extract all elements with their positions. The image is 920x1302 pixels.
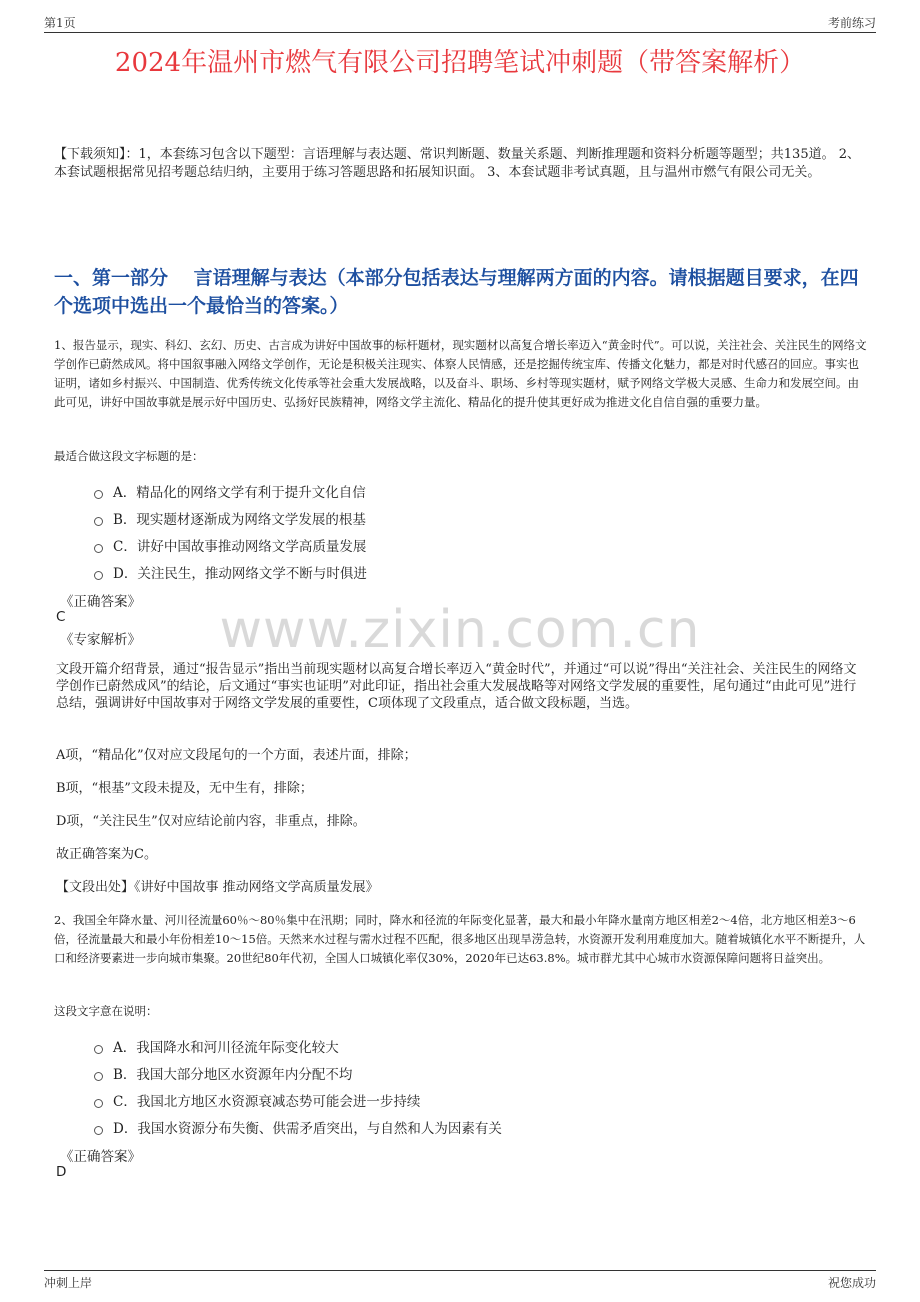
question-2-options: [94, 1032, 502, 1140]
option-c[interactable]: C．讲好中国故事推动网络文学高质量发展: [94, 531, 367, 558]
answer-label: 《正确答案》: [60, 594, 141, 610]
analysis-paragraph: 文段开篇介绍背景，通过“报告显示”指出当前现实题材以高复合增长率迈入“黄金时代”，并通过“可以说”得出“关注社会、关注民生的网络文学创作已蔚然成风”的结论，后文通过“事实也证明”对此印证，指出社会重大发展战略等对网络文学发展的重要性，尾句通过“由此可见”进行总结，强调讲好中国故事对于网络文学发展的重要性，C项体现了文段重点，适合做文段标题，当选。: [56, 662, 857, 711]
document-title: 2024年温州市燃气有限公司招聘笔试冲刺题（带答案解析）: [114, 48, 806, 78]
analysis-line-a: A项，“精品化”仅对应文段尾句的一个方面，表述片面，排除；: [56, 748, 417, 763]
option-d[interactable]: D．关注民生，推动网络文学不断与时俱进: [94, 558, 367, 585]
header-tag: 考前练习: [827, 16, 876, 30]
page-header: [44, 12, 876, 33]
answer-label: 《正确答案》: [60, 1149, 141, 1165]
option-c[interactable]: C．我国北方地区水资源衰减态势可能会进一步持续: [94, 1086, 502, 1113]
analysis-conclusion: 故正确答案为C。: [56, 847, 157, 862]
section-title: 一、第一部分 言语理解与表达（本部分包括表达与理解两方面的内容。请根据题目要求，在四个选项中选出一个最恰当的答案。）: [54, 267, 859, 317]
question-1-options: [94, 477, 367, 585]
watermark: www.zixin.com.cn: [219, 600, 701, 660]
option-b[interactable]: B．现实题材逐渐成为网络文学发展的根基: [94, 504, 367, 531]
option-d[interactable]: D．我国水资源分布失衡、供需矛盾突出，与自然和人为因素有关: [94, 1113, 502, 1140]
radio-icon[interactable]: [94, 517, 103, 526]
radio-icon[interactable]: [94, 1072, 103, 1081]
analysis-line-b: B项，“根基”文段未提及，无中生有，排除；: [56, 781, 313, 796]
answer-value: C: [56, 609, 66, 625]
download-notice: 【下载须知】：1，本套练习包含以下题型：言语理解与表达题、常识判断题、数量关系题、判断推理题和资料分析题等题型；共135道。 2、本套试题根据常见招考题总结归纳，主要用于练习答题思路和拓展知识面。 3、本套试题非考试真题，且与温州市燃气有限公司无关。: [54, 147, 860, 180]
option-a[interactable]: A．精品化的网络文学有利于提升文化自信: [94, 477, 367, 504]
answer-value: D: [56, 1164, 67, 1180]
question-2-text: 2、我国全年降水量、河川径流量60％～80％集中在汛期；同时，降水和径流的年际变化显著，最大和最小年降水量南方地区相差2～4倍，北方地区相差3～6倍，径流量最大和最小年份相差10～15倍。天然来水过程与需水过程不匹配，很多地区出现旱涝急转，水资源开发利用难度加大。随着城镇化水平不断提升，人口和经济要素进一步向城市集聚。20世纪80年代初，全国人口城镇化率仅30%，2020年已达63.8%。城市群尤其中心城市水资源保障问题将日益突出。: [54, 913, 866, 965]
source-reference: 【文段出处】《讲好中国故事 推动网络文学高质量发展》: [56, 880, 379, 895]
footer-left-text: 冲刺上岸: [44, 1276, 93, 1290]
question-1-text: 1、报告显示，现实、科幻、玄幻、历史、古言成为讲好中国故事的标杆题材，现实题材以高复合增长率迈入“黄金时代”。可以说，关注社会、关注民生的网络文学创作已蔚然成风。将中国叙事融入网络文学创作，无论是积极关注现实、体察人民情感，还是挖掘传统宝库、传播文化魅力，都是对时代感召的回应。事实也证明，诸如乡村振兴、中国制造、优秀传统文化传承等社会重大发展战略，以及奋斗、职场、乡村等现实题材，赋予网络文学极大灵感、生命力和发展空间。由此可见，讲好中国故事就是展示好中国历史、弘扬好民族精神，网络文学主流化、精品化的提升使其更好成为推进文化自信自强的重要力量。: [54, 338, 867, 409]
footer-right-text: 祝您成功: [827, 1276, 876, 1290]
question-1-prompt: 最适合做这段文字标题的是：: [54, 449, 204, 463]
radio-icon[interactable]: [94, 1045, 103, 1054]
radio-icon[interactable]: [94, 571, 103, 580]
page-footer: [44, 1270, 876, 1291]
option-b[interactable]: B．我国大部分地区水资源年内分配不均: [94, 1059, 502, 1086]
radio-icon[interactable]: [94, 490, 103, 499]
page-number: 第1页: [44, 16, 76, 30]
analysis-line-d: D项，“关注民生”仅对应结论前内容，非重点，排除。: [56, 814, 366, 829]
radio-icon[interactable]: [94, 1126, 103, 1135]
radio-icon[interactable]: [94, 1099, 103, 1108]
question-2-prompt: 这段文字意在说明：: [54, 1004, 158, 1018]
option-a[interactable]: A．我国降水和河川径流年际变化较大: [94, 1032, 502, 1059]
analysis-label: 《专家解析》: [60, 632, 141, 648]
radio-icon[interactable]: [94, 544, 103, 553]
